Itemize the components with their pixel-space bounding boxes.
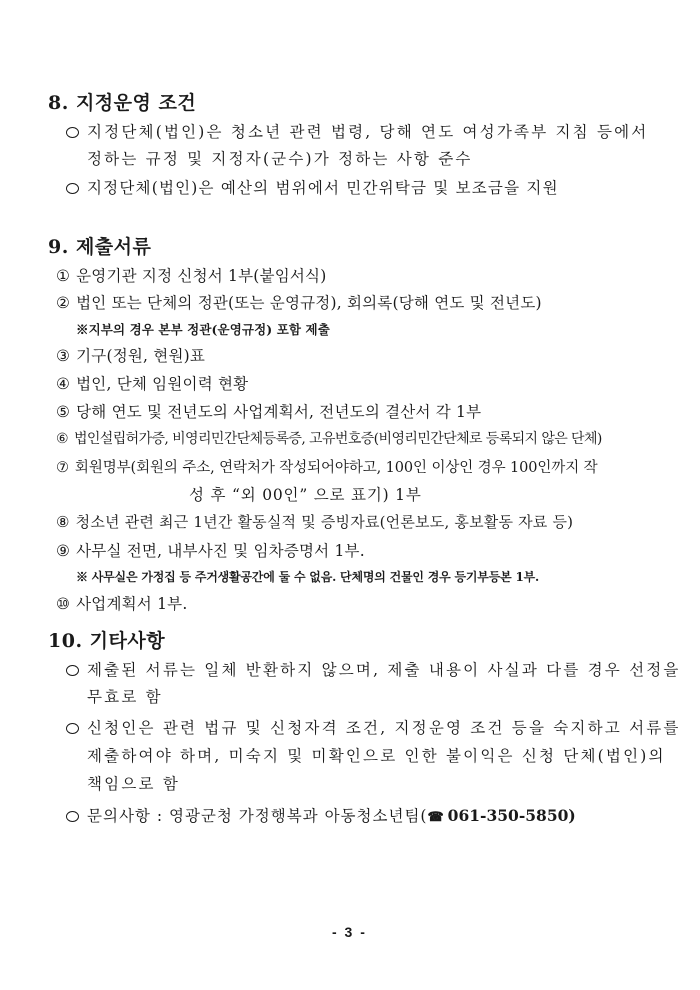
section-10-bullet-2: 신청인은 관련 법규 및 신청자격 조건, 지정운영 조건 등을 숙지하고 서류를 <box>66 716 681 738</box>
section-10-bullet-2-cont: 제출하여야 하며, 미숙지 및 미확인으로 인한 불이익은 신청 단체(법인)의 <box>87 747 666 765</box>
note-item-9: ※ 사무실은 가정집 등 주거생활공간에 둘 수 없음. 단체명의 건물인 경우 등기부등본 1부. <box>76 570 539 584</box>
circle-bullet-icon <box>66 811 79 822</box>
document-item-7-cont: 성 후 “외 00인” 으로 표기) 1부 <box>189 486 422 504</box>
phone-icon: ☎ <box>427 810 445 825</box>
section-10-bullet-1-cont: 무효로 함 <box>87 688 163 706</box>
item-number: ⑥ <box>56 431 68 447</box>
page-number: - 3 - <box>332 924 367 940</box>
document-item-7: ⑦ 회원명부(회원의 주소, 연락처가 작성되어야하고, 100인 이상인 경우 100인까지 작 <box>56 460 598 476</box>
item-number: ② <box>56 294 71 312</box>
section-8-heading: 8. 지정운영 조건 <box>48 92 197 114</box>
section-8-bullet-2: 지정단체(법인)은 예산의 범위에서 민간위탁금 및 보조금을 지원 <box>66 176 559 198</box>
note-item-2: ※지부의 경우 본부 정관(운영규정) 포함 제출 <box>76 322 330 337</box>
circle-bullet-icon <box>66 723 79 734</box>
circle-bullet-icon <box>66 665 79 676</box>
section-9-heading: 9. 제출서류 <box>48 236 152 258</box>
item-number: ⑦ <box>56 460 69 476</box>
section-10-heading: 10. 기타사항 <box>48 630 166 652</box>
document-item-5: ⑤ 당해 연도 및 전년도의 사업계획서, 전년도의 결산서 각 1부 <box>56 403 482 421</box>
document-item-9: ⑨ 사무실 전면, 내부사진 및 임차증명서 1부. <box>56 542 365 560</box>
document-item-2: ② 법인 또는 단체의 정관(또는 운영규정), 회의록(당해 연도 및 전년도) <box>56 294 542 312</box>
document-item-6: ⑥ 법인설립허가증, 비영리민간단체등록증, 고유번호증(비영리민간단체로 등록되지 않은 단체) <box>56 431 602 447</box>
item-number: ④ <box>56 375 71 393</box>
section-10-bullet-2-cont2: 책임으로 함 <box>87 775 180 793</box>
section-8-bullet-1-cont: 정하는 규정 및 지정자(군수)가 정하는 사항 준수 <box>87 150 473 168</box>
circle-bullet-icon <box>66 183 79 194</box>
section-8-bullet-1: 지정단체(법인)은 청소년 관련 법령, 당해 연도 여성가족부 지침 등에서 <box>66 120 648 142</box>
section-10-bullet-3 <box>66 804 576 826</box>
contact-label: 문의사항 : 영광군청 가정행복과 아동청소년팀( <box>87 807 428 825</box>
document-item-1: ① 운영기관 지정 신청서 1부(붙임서식) <box>56 267 327 285</box>
section-10-bullet-1: 제출된 서류는 일체 반환하지 않으며, 제출 내용이 사실과 다를 경우 선정을 <box>66 658 681 680</box>
document-item-3: ③ 기구(정원, 현원)표 <box>56 347 206 365</box>
circle-bullet-icon <box>66 127 79 138</box>
document-item-8: ⑧ 청소년 관련 최근 1년간 활동실적 및 증빙자료(언론보도, 홍보활동 자료 등) <box>56 513 574 531</box>
item-number: ⑤ <box>56 403 71 421</box>
item-number: ⑩ <box>56 595 71 613</box>
document-item-4: ④ 법인, 단체 임원이력 현황 <box>56 375 249 393</box>
item-number: ⑨ <box>56 542 71 560</box>
item-number: ⑧ <box>56 513 70 531</box>
document-item-10: ⑩ 사업계획서 1부. <box>56 595 188 613</box>
contact-phone: 061-350-5850) <box>447 806 576 825</box>
item-number: ③ <box>56 347 71 365</box>
item-number: ① <box>56 267 71 285</box>
